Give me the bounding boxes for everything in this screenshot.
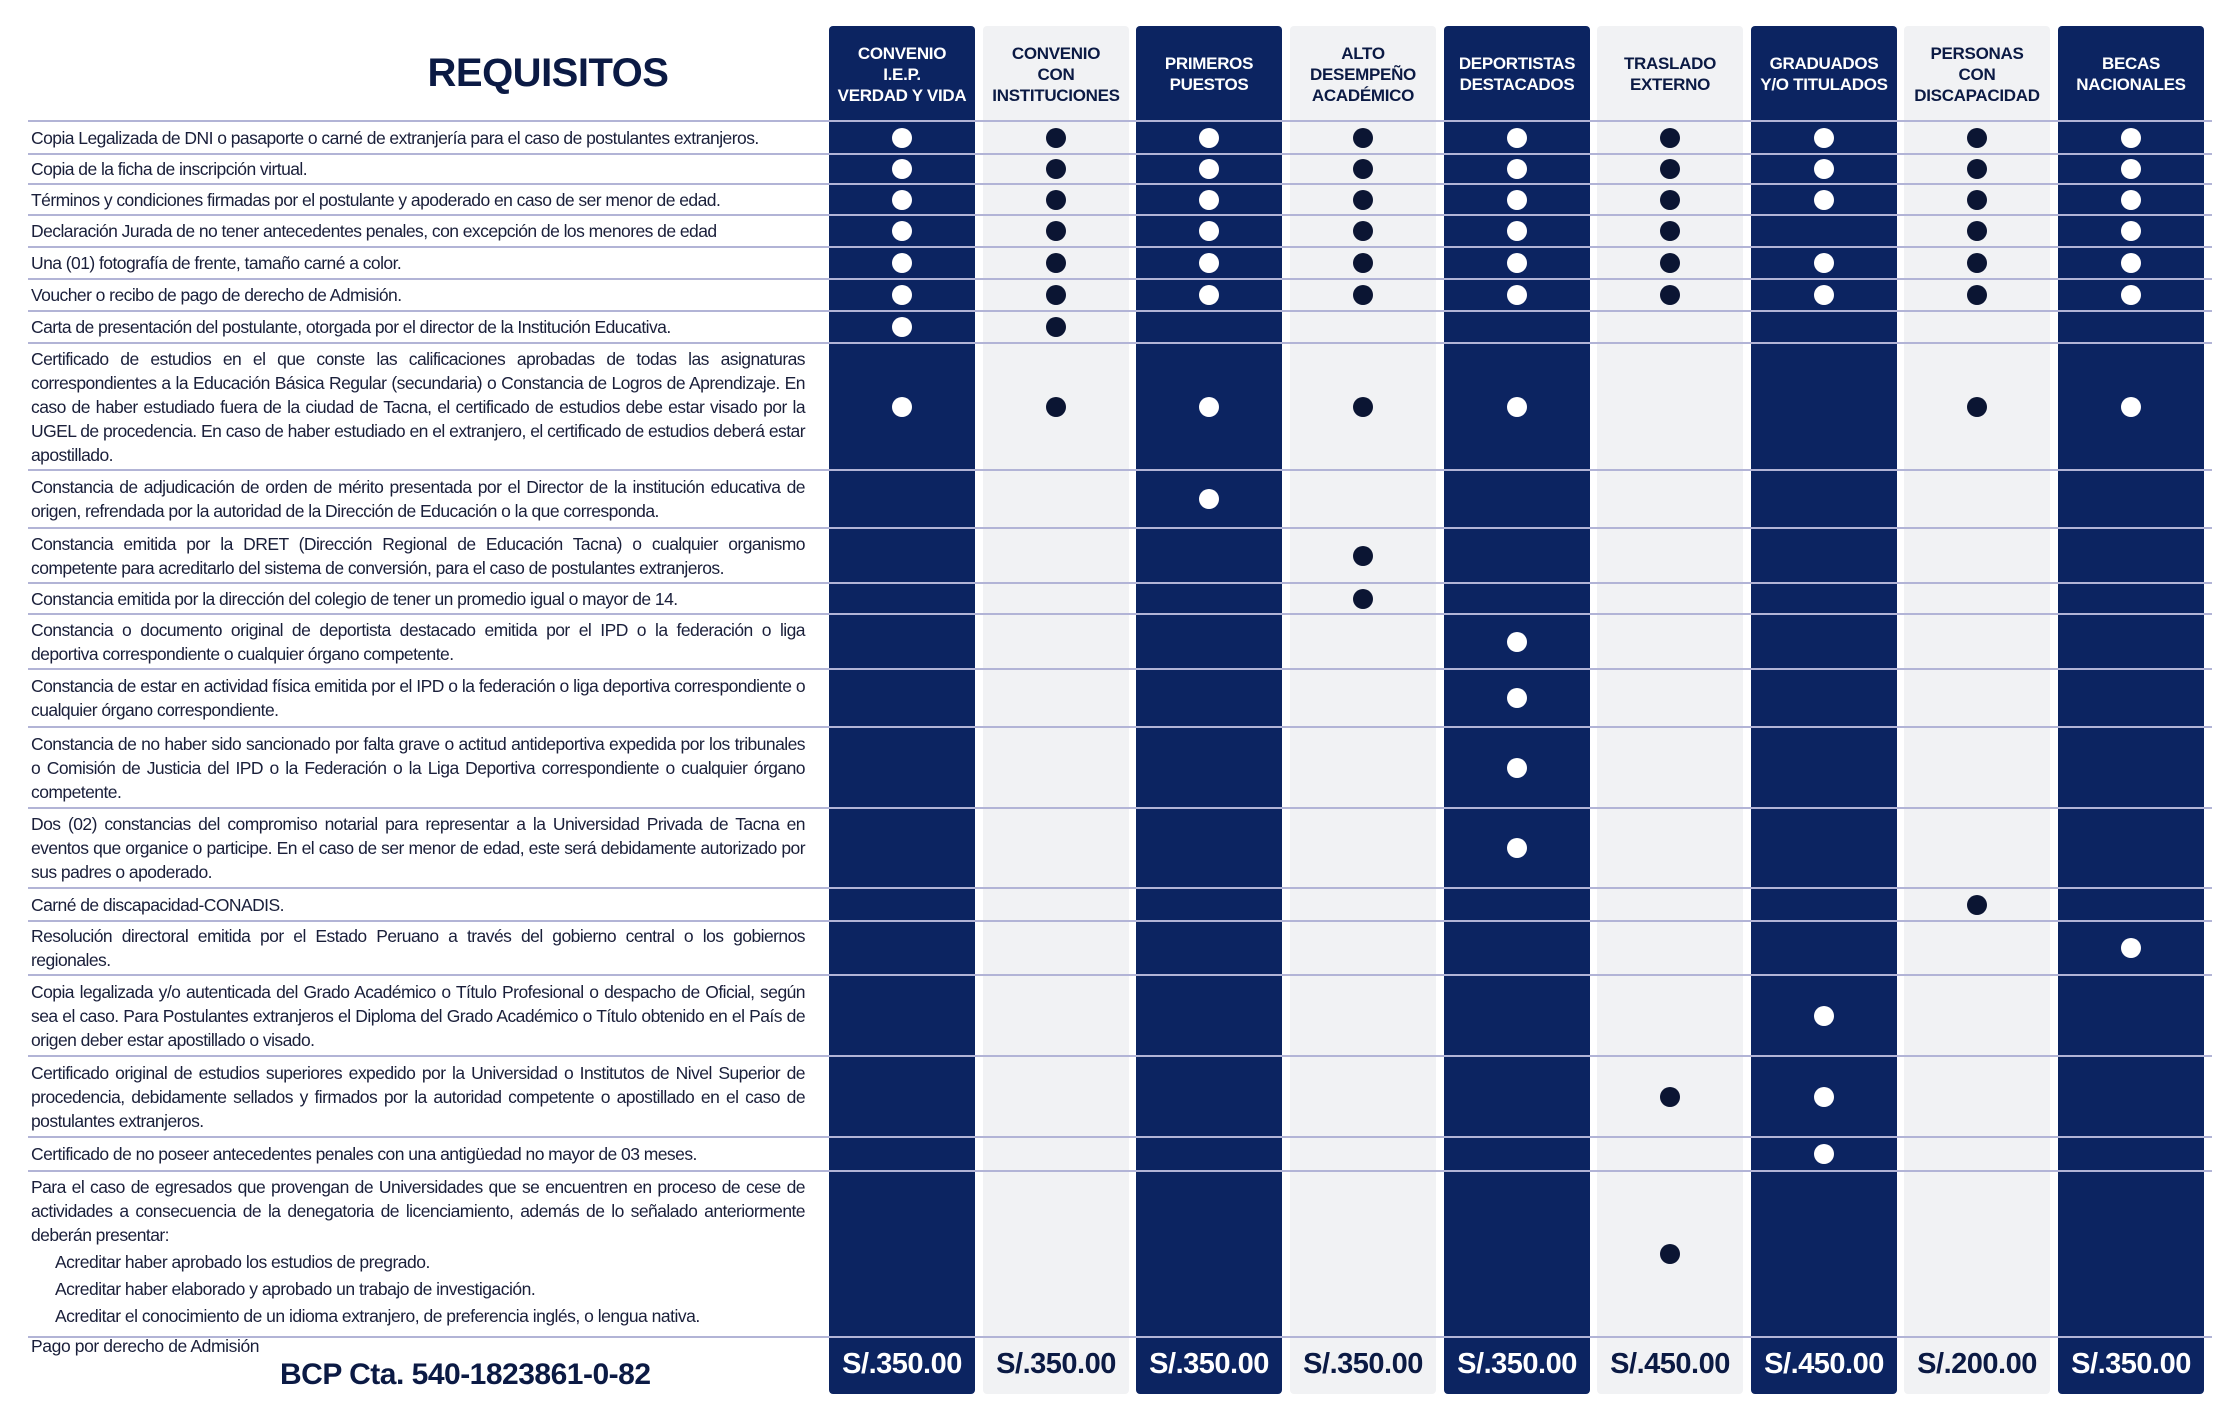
requirement-text <box>31 184 805 215</box>
requirement-check-dot <box>1046 285 1066 305</box>
requirement-text-content: Para el caso de egresados que provengan de Universidades que se encuentren en proceso de cese de actividades a consecuencia de la denegatoria de licenciamiento, además de lo señalado anteriormente deberán presentar: <box>31 1177 805 1245</box>
requirement-check-dot <box>1199 489 1219 509</box>
requirement-check-dot <box>892 128 912 148</box>
requirement-check-dot <box>1046 128 1066 148</box>
requirement-check-dot <box>1507 285 1527 305</box>
column-header: ALTO DESEMPEÑO ACADÉMICO <box>1310 43 1416 105</box>
requirement-subitem: Acreditar haber elaborado y aprobado un trabajo de investigación. <box>55 1279 536 1299</box>
requirement-text <box>31 1137 805 1171</box>
requirement-check-dot <box>1967 895 1987 915</box>
requirement-check-dot <box>1967 190 1987 210</box>
column-price: S/.350.00 <box>996 1347 1116 1380</box>
requirement-check-dot <box>1507 838 1527 858</box>
requirement-text-content: Una (01) fotografía de frente, tamaño carné a color. <box>31 253 402 273</box>
requirement-text <box>31 528 805 583</box>
requirement-subitem: Acreditar haber aprobado los estudios de pregrado. <box>55 1252 430 1272</box>
requirement-check-dot <box>2121 190 2141 210</box>
requirement-check-dot <box>1046 190 1066 210</box>
requirement-text <box>31 215 805 247</box>
column-header: BECAS NACIONALES <box>2076 54 2186 94</box>
requirement-text-content: Copia Legalizada de DNI o pasaporte o carné de extranjería para el caso de postulantes extranjeros. <box>31 127 759 148</box>
requirement-text <box>31 921 805 975</box>
requirement-check-dot <box>1967 253 1987 273</box>
requirement-check-dot <box>1967 159 1987 179</box>
column-header: TRASLADO EXTERNO <box>1623 54 1717 94</box>
requirement-check-dot <box>1199 253 1219 273</box>
requirement-check-dot <box>1507 190 1527 210</box>
requirement-text <box>31 154 805 184</box>
requirement-check-dot <box>1507 253 1527 273</box>
requirement-text <box>31 975 805 1056</box>
column-price: S/.350.00 <box>1149 1347 1269 1380</box>
requirement-check-dot <box>1507 397 1527 417</box>
requirement-check-dot <box>2121 159 2141 179</box>
requirement-check-dot <box>1814 1006 1834 1026</box>
requirement-text <box>31 343 805 470</box>
requirement-text-content: Constancia emitida por la DRET (Dirección Regional de Educación Tacna) o cualquier organismo competente para acreditarlo del sistema de conversión, para el caso de postulantes extranjeros. <box>31 533 805 578</box>
requirement-text <box>31 311 805 343</box>
requirement-check-dot <box>1814 1087 1834 1107</box>
requirement-check-dot <box>1353 589 1373 609</box>
column-header: CONVENIO I.E.P. VERDAD Y VIDA <box>837 43 967 105</box>
requirement-check-dot <box>1660 159 1680 179</box>
requirement-check-dot <box>1353 285 1373 305</box>
requirement-check-dot <box>892 397 912 417</box>
column-price: S/.450.00 <box>1610 1347 1730 1380</box>
requirement-text-content: Carta de presentación del postulante, otorgada por el director de la Institución Educativa. <box>31 317 671 337</box>
requirement-check-dot <box>2121 938 2141 958</box>
requirement-check-dot <box>1353 190 1373 210</box>
requirement-check-dot <box>1507 632 1527 652</box>
requirement-text-content: Constancia de no haber sido sancionado por falta grave o actitud antideportiva expedida por los tribunales o Comisión de Justicia del IPD o la Federación o la Liga Deportiva correspondiente o cualquier órgano competente. <box>31 733 805 802</box>
column-background <box>1751 26 1897 1394</box>
requirement-check-dot <box>2121 128 2141 148</box>
requirement-check-dot <box>892 190 912 210</box>
requirement-text-content: Voucher o recibo de pago de derecho de Admisión. <box>31 285 402 305</box>
requirement-check-dot <box>892 285 912 305</box>
column-header: PERSONAS CON DISCAPACIDAD <box>1914 43 2040 105</box>
requirement-check-dot <box>1660 1087 1680 1107</box>
requirement-check-dot <box>1199 397 1219 417</box>
requirement-text <box>31 121 805 154</box>
requirement-text-content: Carné de discapacidad-CONADIS. <box>31 894 284 915</box>
requirement-text <box>31 470 805 528</box>
requirement-text <box>31 1171 805 1259</box>
requirement-check-dot <box>1046 221 1066 241</box>
requirement-text-content: Términos y condiciones firmadas por el postulante y apoderado en caso de ser menor de edad. <box>31 189 721 210</box>
requirement-text-content: Certificado de estudios en el que conste las calificaciones aprobadas de todas las asignaturas correspondientes a la Educación Básica Regular (secundaria) o Constancia de Logros de Aprendizaje. En caso de haber estudiado fuera de la ciudad de Tacna, el certificado de estudios debe estar visado por la UGEL de procedencia. En caso de haber estudiado en el extranjero, el certificado de estudios deberá estar apostillado. <box>31 348 805 465</box>
requirement-text-content: Constancia o documento original de deportista destacado emitida por el IPD o la federación o liga deportiva correspondiente o cualquier órgano competente. <box>31 619 805 664</box>
column-price: S/.350.00 <box>1303 1347 1423 1380</box>
requirement-check-dot <box>1353 159 1373 179</box>
requirement-check-dot <box>1046 397 1066 417</box>
requirement-text <box>31 247 805 279</box>
requirement-check-dot <box>1507 128 1527 148</box>
requirement-text-content: Copia de la ficha de inscripción virtual. <box>31 159 308 179</box>
requirement-check-dot <box>2121 221 2141 241</box>
requirement-check-dot <box>1353 397 1373 417</box>
requirement-check-dot <box>1660 128 1680 148</box>
requirement-text <box>31 888 805 921</box>
requirement-check-dot <box>1046 159 1066 179</box>
requirement-check-dot <box>1507 159 1527 179</box>
requirement-check-dot <box>1967 397 1987 417</box>
column-header: CONVENIO CON INSTITUCIONES <box>992 43 1120 105</box>
requirement-check-dot <box>1507 221 1527 241</box>
requirement-check-dot <box>1353 253 1373 273</box>
requirement-check-dot <box>1660 285 1680 305</box>
requirement-text <box>31 808 805 888</box>
requirement-check-dot <box>1967 128 1987 148</box>
requirement-text-content: Declaración Jurada de no tener antecedentes penales, con excepción de los menores de edad <box>31 221 717 241</box>
requirement-check-dot <box>2121 397 2141 417</box>
requirement-check-dot <box>1353 221 1373 241</box>
requirement-check-dot <box>1814 1144 1834 1164</box>
column-header: DEPORTISTAS DESTACADOS <box>1458 54 1576 94</box>
column-price: S/.450.00 <box>1764 1347 1884 1380</box>
requirement-check-dot <box>1814 190 1834 210</box>
requirement-text-content: Resolución directoral emitida por el Estado Peruano a través del gobierno central o los gobiernos regionales. <box>31 926 805 970</box>
requirement-check-dot <box>1814 285 1834 305</box>
requirement-subitem: Acreditar el conocimiento de un idioma extranjero, de preferencia inglés, o lengua nativa. <box>55 1306 700 1326</box>
column-price: S/.350.00 <box>1457 1347 1577 1380</box>
requirement-check-dot <box>1660 190 1680 210</box>
requirement-check-dot <box>1660 253 1680 273</box>
requirement-check-dot <box>2121 253 2141 273</box>
requirement-check-dot <box>1967 221 1987 241</box>
requirement-text <box>31 614 805 669</box>
requirement-check-dot <box>1199 190 1219 210</box>
requirement-check-dot <box>892 253 912 273</box>
requirement-text <box>31 1056 805 1137</box>
requirement-check-dot <box>1814 253 1834 273</box>
requirement-text <box>31 727 805 808</box>
requirement-text-content: Constancia de estar en actividad física emitida por el IPD o la federación o liga deportiva correspondiente o cualquier órgano correspondiente. <box>31 676 805 720</box>
requirement-check-dot <box>1199 221 1219 241</box>
column-price: S/.350.00 <box>842 1347 962 1380</box>
requirement-check-dot <box>1660 1244 1680 1264</box>
requirement-text-content: Constancia de adjudicación de orden de mérito presentada por el Director de la institución educativa de origen, refrendada por la autoridad de la Dirección de Educación o la que corresponda. <box>31 477 805 521</box>
requirement-text <box>31 583 805 614</box>
row-separator <box>28 1336 2212 1338</box>
requirement-check-dot <box>1353 546 1373 566</box>
requirement-check-dot <box>2121 285 2141 305</box>
requirement-text-content: Certificado de no poseer antecedentes penales con una antigüedad no mayor de 03 meses. <box>31 1144 697 1164</box>
requirement-text-content: Constancia emitida por la dirección del colegio de tener un promedio igual o mayor de 14. <box>31 588 678 609</box>
requirement-check-dot <box>1199 159 1219 179</box>
requirement-check-dot <box>1199 128 1219 148</box>
column-header: PRIMEROS PUESTOS <box>1164 54 1254 94</box>
requirement-text <box>31 669 805 727</box>
requirement-check-dot <box>1660 221 1680 241</box>
requirement-check-dot <box>1046 253 1066 273</box>
requirement-check-dot <box>892 317 912 337</box>
requirement-text <box>31 279 805 311</box>
requirement-check-dot <box>1507 688 1527 708</box>
payment-label: Pago por derecho de Admisión <box>31 1336 260 1356</box>
requirement-check-dot <box>1353 128 1373 148</box>
requirement-text-content: Certificado original de estudios superiores expedido por la Universidad o Institutos de Nivel Superior de procedencia, debidamente sellados y firmados por la autoridad competente o apostillado en el caso de postulantes extranjeros. <box>31 1062 805 1131</box>
requirement-check-dot <box>1507 758 1527 778</box>
requirement-check-dot <box>1814 159 1834 179</box>
column-header: GRADUADOS Y/O TITULADOS <box>1760 54 1888 94</box>
requirement-check-dot <box>892 159 912 179</box>
requirement-text-content: Copia legalizada y/o autenticada del Grado Académico o Título Profesional o despacho de Oficial, según sea el caso. Para Postulantes extranjeros el Diploma del Grado Académico o Título obtenido en el País de origen deber estar apostillado o visado. <box>31 981 805 1050</box>
requirement-check-dot <box>1967 285 1987 305</box>
requirement-check-dot <box>1046 317 1066 337</box>
requirement-check-dot <box>892 221 912 241</box>
requirement-text-content: Dos (02) constancias del compromiso notarial para representar a la Universidad Privada de Tacna en eventos que organice o participe. En el caso de ser menor de edad, este será debidamente autorizado por sus padres o apoderado. <box>31 814 805 882</box>
column-price: S/.350.00 <box>2071 1347 2191 1380</box>
bank-account: BCP Cta. 540-1823861-0-82 <box>280 1358 651 1391</box>
page-title: REQUISITOS <box>427 51 669 95</box>
requirement-check-dot <box>1814 128 1834 148</box>
column-price: S/.200.00 <box>1917 1347 2037 1380</box>
requirement-check-dot <box>1199 285 1219 305</box>
